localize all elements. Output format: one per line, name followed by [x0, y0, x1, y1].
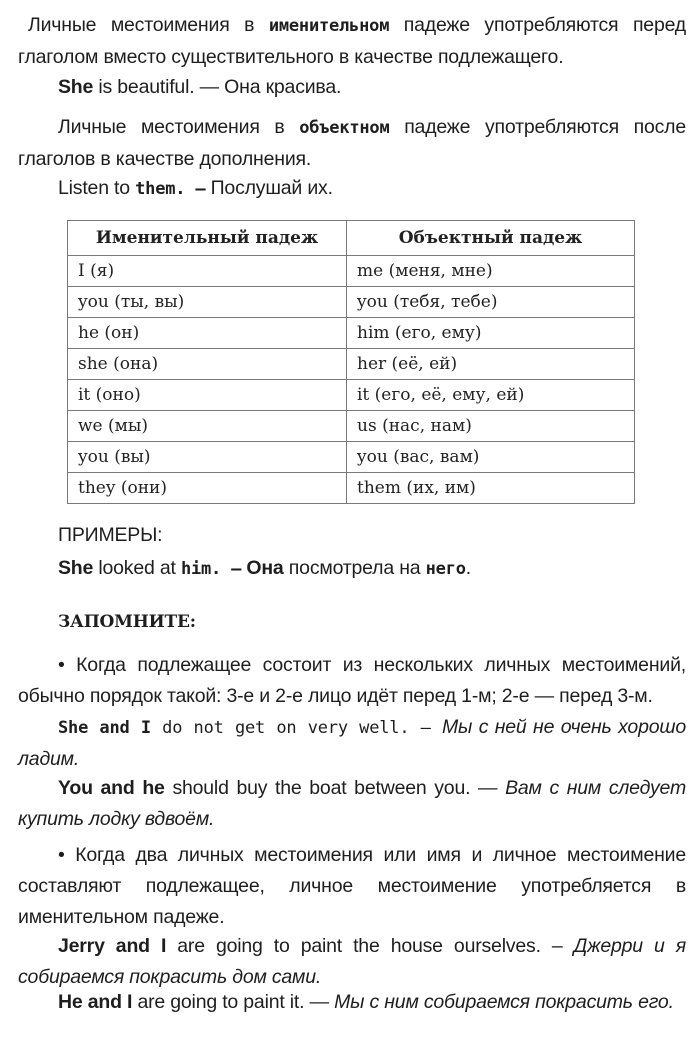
bold-term: She [58, 76, 94, 98]
cell-objective: it (его, её, ему, ей) [347, 380, 635, 411]
example-you-and-he [18, 773, 686, 835]
table-header-row [68, 221, 635, 256]
example-he-and-i [18, 987, 686, 1018]
text: Личные местоимения в [58, 116, 300, 138]
cell-objective: them (их, им) [347, 473, 635, 504]
cell-nominative: you (ты, вы) [68, 287, 347, 318]
bold-term: them. — [135, 179, 206, 199]
text: are going to paint the house ourselves. – [166, 935, 574, 957]
text: looked at [93, 557, 181, 579]
cell-objective: you (вас, вам) [347, 442, 635, 473]
translation: Мы с ним собираемся покрасить его. [334, 991, 674, 1013]
bold-term: него [425, 559, 466, 579]
example-she-beautiful [58, 72, 341, 103]
bold-term: She [58, 557, 94, 579]
examples-heading: ПРИМЕРЫ: [58, 524, 163, 546]
bold-term: Она [246, 557, 284, 579]
cell-objective: her (её, ей) [347, 349, 635, 380]
rule-nominative-case: • Когда два личных местоимения или имя и личное местоимение составляют подлежащее, личное местоимение употребляется в именительном падеже. [18, 844, 686, 928]
table-row [68, 318, 635, 349]
cell-objective: us (нас, нам) [347, 411, 635, 442]
text: падеже употребляются после глаголов в качестве дополнения. [18, 116, 686, 170]
paragraph-nominative [18, 10, 686, 73]
rule-order: • Когда подлежащее состоит из нескольких личных местоимений, обычно порядок такой: 3-е и 2-е лицо идёт перед 1-м; 2-е — перед 3-м. [18, 654, 686, 707]
table-row [68, 287, 635, 318]
example-she-and-i [18, 712, 686, 775]
text: are going to paint it. — [132, 991, 335, 1013]
text: Listen to [58, 177, 136, 199]
text: should buy the boat between you. — [164, 777, 506, 799]
table-row [68, 380, 635, 411]
cell-nominative: he (он) [68, 318, 347, 349]
remember-heading: ЗАПОМНИТЕ: [58, 612, 196, 632]
text: падеже употребляются перед глаголом вместо существительного в качестве подлежащего. [18, 14, 686, 68]
text: посмотрела на [283, 557, 426, 579]
bold-term: объектном [299, 118, 390, 138]
table-row [68, 442, 635, 473]
cell-nominative: they (они) [68, 473, 347, 504]
bold-term: You and he [58, 777, 165, 799]
cell-nominative: it (оно) [68, 380, 347, 411]
text: Послушай их. [205, 177, 333, 199]
header-objective: Объектный падеж [347, 221, 635, 256]
text: . [465, 557, 471, 579]
cell-nominative: we (мы) [68, 411, 347, 442]
cell-objective: him (его, ему) [347, 318, 635, 349]
table-row [68, 411, 635, 442]
bold-term: him. — [180, 559, 242, 579]
table-row [68, 349, 635, 380]
table-row [68, 473, 635, 504]
text: Личные местоимения в [28, 14, 269, 36]
translation: Вам с ним следует купить лодку вдвоём. [18, 777, 686, 830]
table-row [68, 256, 635, 287]
translation: Мы с ней не очень хорошо ладим. [18, 716, 686, 770]
paragraph-objective [18, 112, 686, 175]
cell-objective: me (меня, мне) [347, 256, 635, 287]
example-looked-at-him [58, 553, 471, 585]
bold-term: именительном [268, 16, 390, 36]
bold-term: Jerry and I [58, 935, 167, 957]
header-nominative: Именительный падеж [68, 221, 347, 256]
bold-term: She and I [58, 718, 151, 738]
pronoun-table [67, 220, 635, 504]
example-listen [58, 173, 333, 205]
text: do not get on very well. — [150, 718, 443, 738]
bold-term: He and I [58, 991, 133, 1013]
cell-objective: you (тебя, тебе) [347, 287, 635, 318]
translation: Джерри и я собираемся покрасить дом сами. [18, 935, 686, 988]
cell-nominative: you (вы) [68, 442, 347, 473]
cell-nominative: she (она) [68, 349, 347, 380]
example-jerry-and-i [18, 931, 686, 993]
text: is beautiful. — Она красива. [93, 76, 342, 98]
cell-nominative: I (я) [68, 256, 347, 287]
